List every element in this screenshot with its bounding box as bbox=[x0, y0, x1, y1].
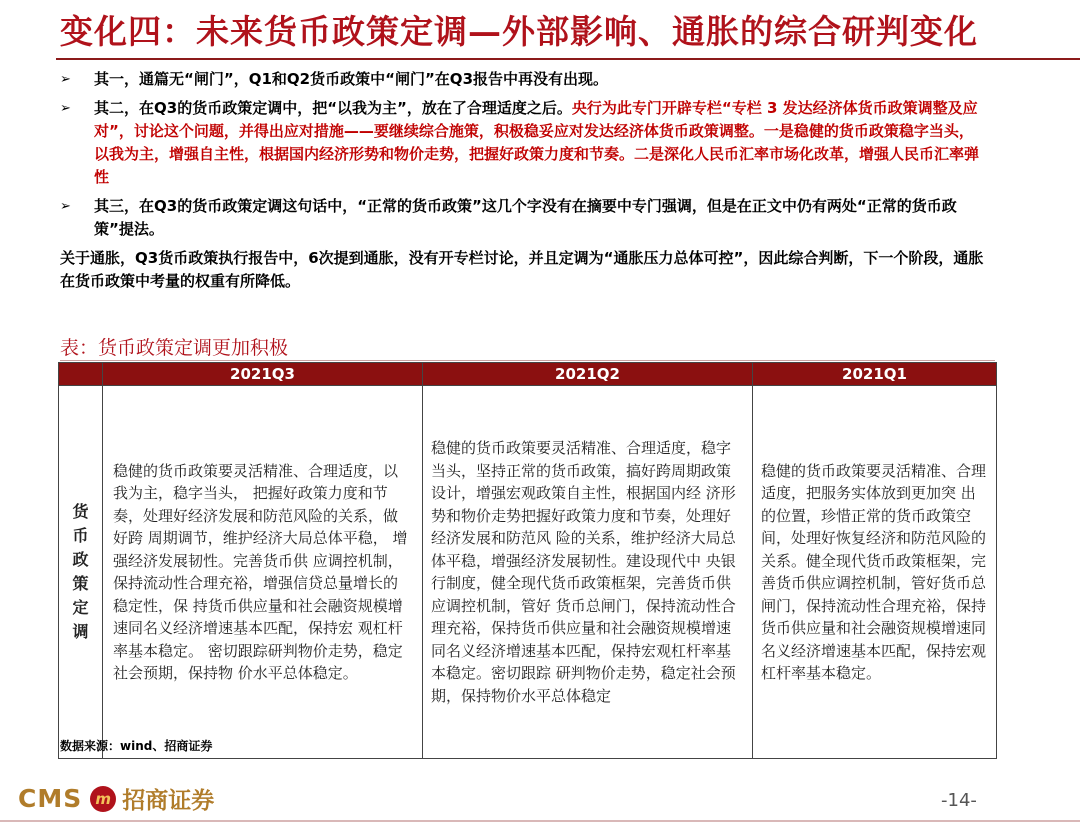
logo-cn-text: 招商证券 bbox=[122, 787, 215, 814]
title-divider bbox=[56, 58, 1080, 60]
table-row bbox=[59, 386, 997, 759]
caption-divider bbox=[60, 360, 995, 361]
inflation-summary: 关于通胀，Q3货币政策执行报告中，6次提到通胀，没有开专栏讨论，并且定调为“通胀压力总体可控”，因此综合判断，下一个阶段，通胀在货币政策中考量的权重有所降低。 bbox=[60, 249, 984, 290]
bullet-text: 其一，通篇无“闸门”，Q1和Q2货币政策中“闸门”在Q3报告中再没有出现。 bbox=[94, 70, 609, 88]
data-source: 数据来源：wind、招商证券 bbox=[60, 739, 213, 753]
arrow-bullet-icon: ➢ bbox=[60, 199, 71, 214]
table-header-2021q1: 2021Q1 bbox=[753, 363, 997, 386]
row-label-text bbox=[59, 500, 102, 644]
cell-2021q3: 稳健的货币政策要灵活精准、合理适度，以我为主，稳字当头， 把握好政策力度和节奏，处理好经济发展和防范风险的关系，做好跨 周期调节，维护经济大局总体平稳， 增强经济发展韧性。完善货币供 应调控机制，保持流动性合理充裕，增强信贷总量增长的稳定性，保 持货币供应量和社会融资规模增速同名义经济增速基本匹配，保持宏 观杠杆率基本稳定。 密切跟踪研判物价走势，稳定社会预期，保持物 价水平总体稳定。 bbox=[103, 386, 423, 759]
table-header-2021q3: 2021Q3 bbox=[103, 363, 423, 386]
logo-cms-text: CMS bbox=[18, 784, 83, 813]
logo-mark-icon bbox=[90, 786, 116, 812]
bullet-item bbox=[60, 195, 985, 241]
footer-divider bbox=[0, 820, 1080, 822]
table-caption: 表：货币政策定调更加积极 bbox=[60, 337, 289, 359]
cell-2021q1: 稳健的货币政策要灵活精准、合理适度，把服务实体放到更加突 出的位置，珍惜正常的货币政策空间，处理好恢复经济和防范风险的 关系。健全现代货币政策框架，完善货币供应调控机制，管好货币总 闸门，保持流动性合理充裕，保持货币供应量和社会融资规模增速同 名义经济增速基本匹配，保持宏观杠杆率基本稳定。 bbox=[753, 386, 997, 759]
row-label-char: 货 bbox=[72, 502, 89, 521]
arrow-bullet-icon: ➢ bbox=[60, 72, 71, 87]
table-header-row bbox=[59, 363, 997, 386]
bullet-item bbox=[60, 68, 985, 91]
logo-mark-letter: m bbox=[95, 789, 112, 808]
table-header-2021q2: 2021Q2 bbox=[423, 363, 753, 386]
company-logo bbox=[18, 782, 214, 815]
policy-table bbox=[58, 362, 997, 759]
cell-2021q2: 稳健的货币政策要灵活精准、合理适度，稳字当头，坚持正常的货币政策，搞好跨周期政策设计，增强宏观政策自主性，根据国内经 济形势和物价走势把握好政策力度和节奏，处理好经济发展和防范风 险的关系，维护经济大局总体平稳，增强经济发展韧性。建设现代中 央银行制度，健全现代货币政策框架，完善货币供应调控机制，管好 货币总闸门，保持流动性合理充裕，保持货币供应量和社会融资规模增速同名义经济增速基本匹配，保持宏观杠杆率基本稳定。密切跟踪 研判物价走势，稳定社会预期，保持物价水平总体稳定 bbox=[423, 386, 753, 759]
row-label-char: 策 bbox=[72, 574, 89, 593]
bullet-text: 其二，在Q3的货币政策定调中，把“以我为主”，放在了合理适度之后。 bbox=[94, 99, 572, 117]
row-label-char: 定 bbox=[72, 598, 89, 617]
arrow-bullet-icon: ➢ bbox=[60, 101, 71, 116]
bullet-list bbox=[60, 68, 985, 293]
page-number: -14- bbox=[941, 790, 977, 811]
row-label-char: 调 bbox=[72, 622, 89, 641]
bullet-text-highlight: 央行为此专门开辟专栏“专栏 3 发达经济体货币政策调整及应对”，讨论这个问题，并得出应对措施——要继续综合施策，积极稳妥应对发达经济体货币政策调整。一是稳健的货币政策稳字当头，以我为主，增强自主性，根据国内经济形势和物价走势，把握好政策力度和节奏。二是深化人民币汇率市场化改革，增强人民币汇率弹性 bbox=[94, 99, 980, 186]
table-header-corner bbox=[59, 363, 103, 386]
page-title: 变化四：未来货币政策定调—外部影响、通胀的综合研判变化 bbox=[60, 12, 978, 51]
bullet-text: 其三，在Q3的货币政策定调这句话中，“正常的货币政策”这几个字没有在摘要中专门强调，但是在正文中仍有两处“正常的货币政策”提法。 bbox=[94, 197, 957, 238]
row-label bbox=[59, 386, 103, 759]
row-label-char: 币 bbox=[72, 526, 89, 545]
row-label-char: 政 bbox=[72, 550, 89, 569]
bullet-item bbox=[60, 97, 985, 189]
